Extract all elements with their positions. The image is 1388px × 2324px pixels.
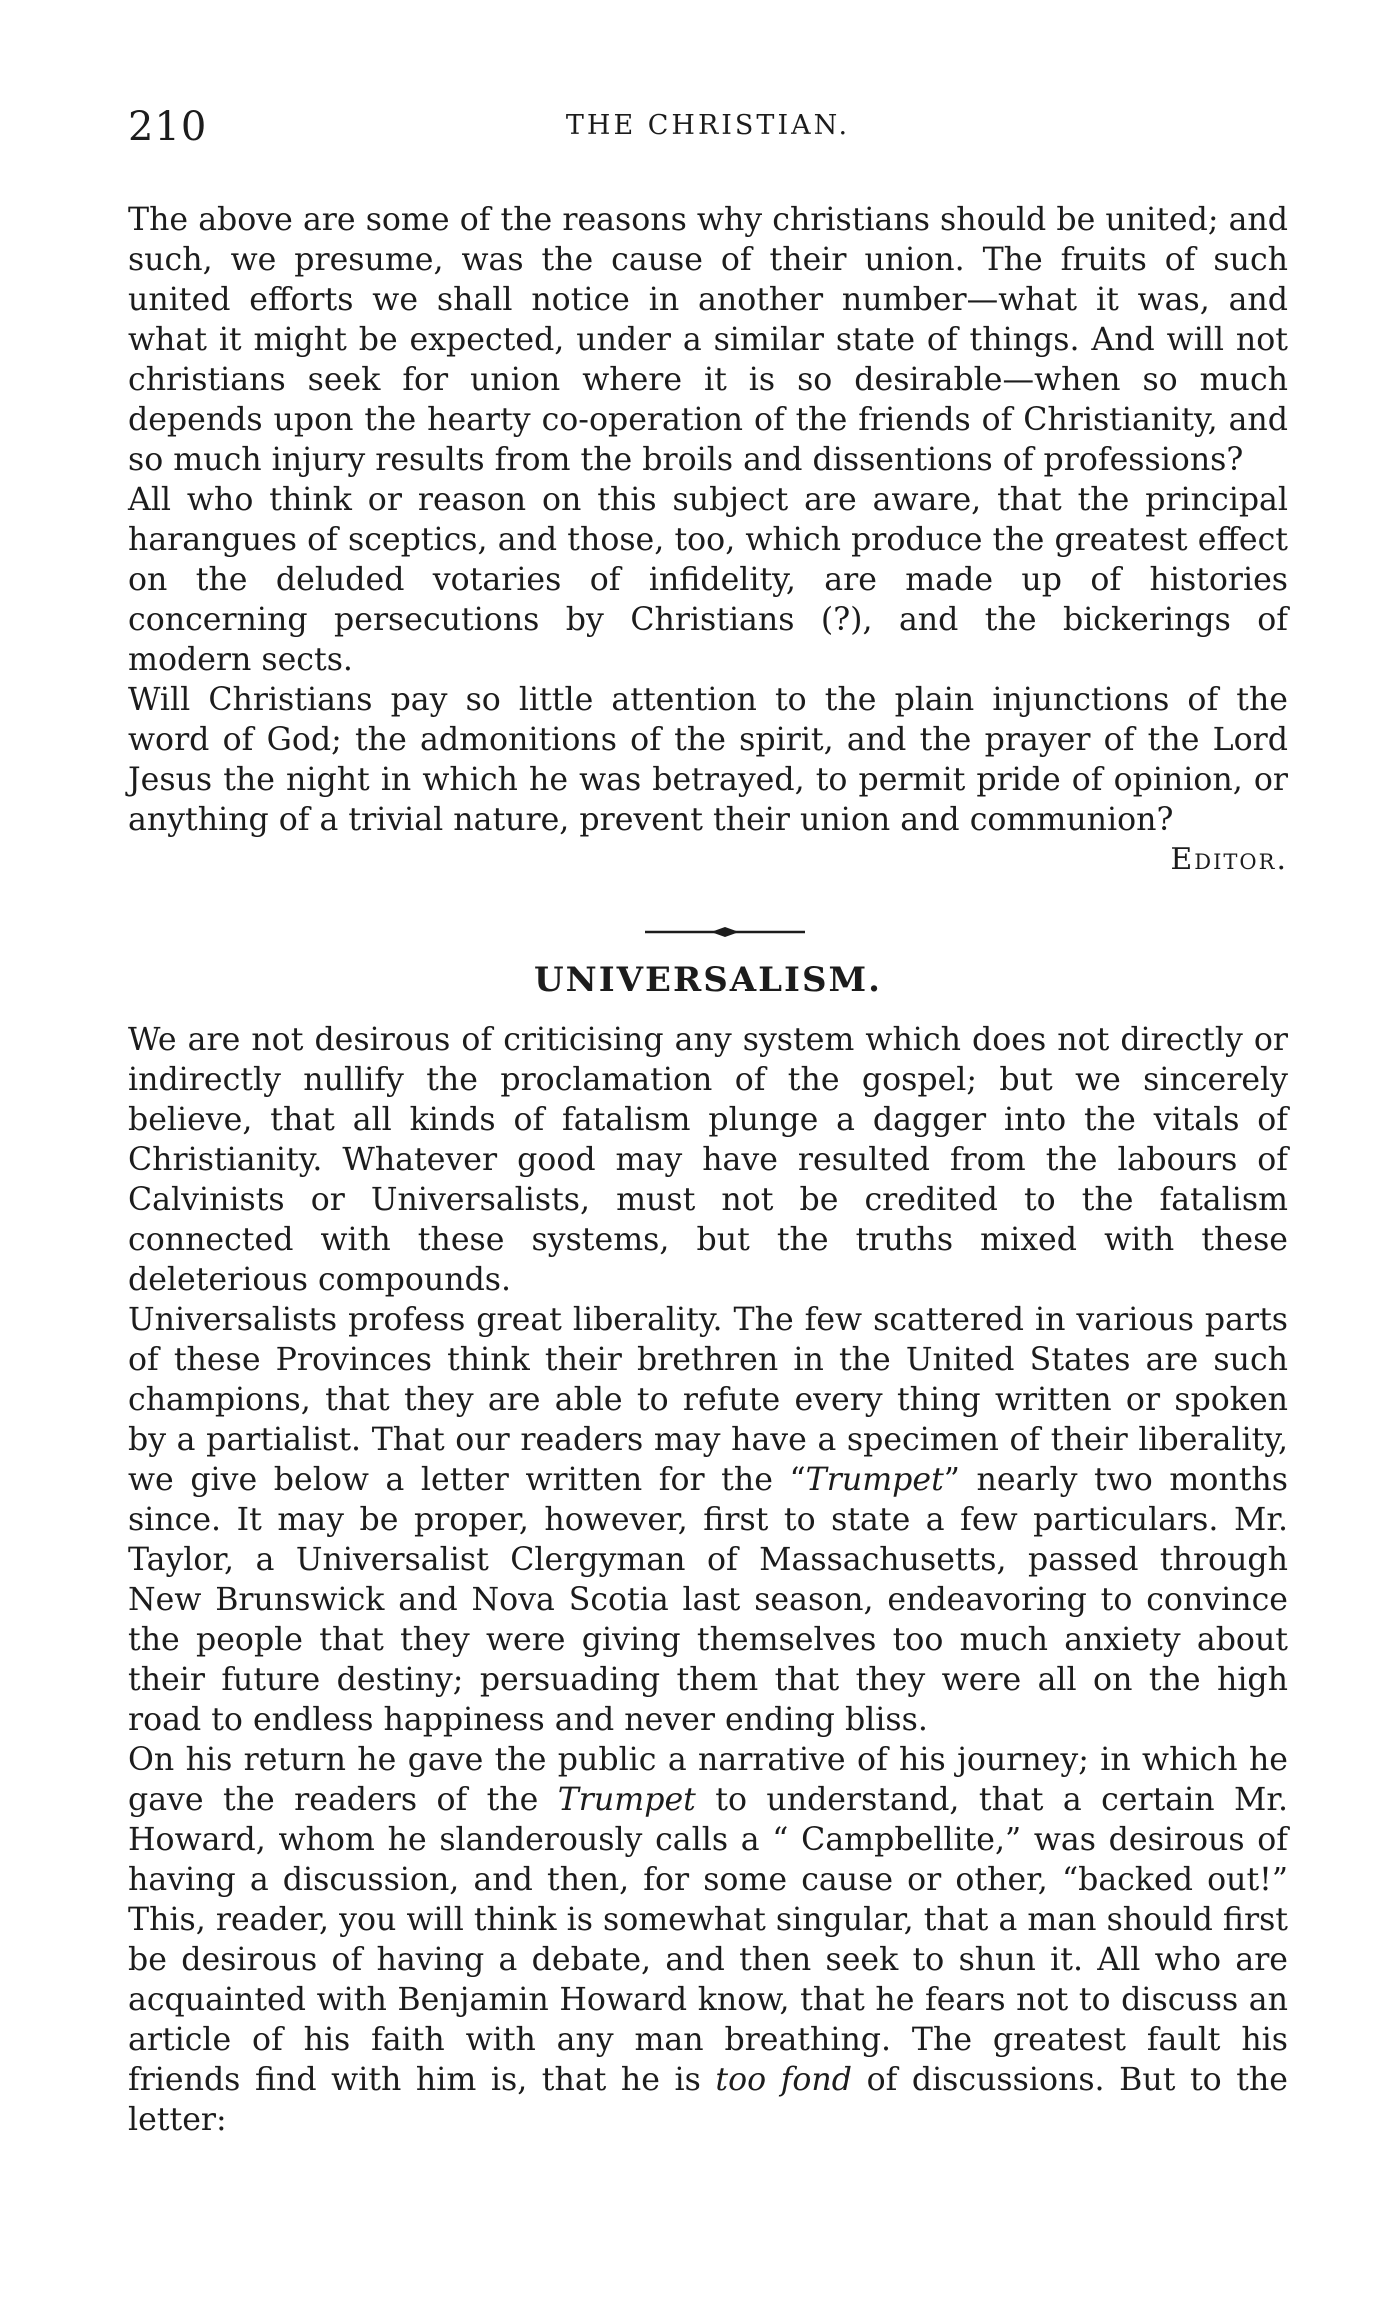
italic-title-trumpet: Trumpet: [805, 1462, 944, 1498]
divider-diamond: [711, 927, 739, 937]
article-reasons-for-union: [128, 200, 1288, 880]
journal-title: THE CHRISTIAN.: [565, 110, 851, 141]
paragraph: The above are some of the reasons why christians should be united; and such, we presume, was the cause of their union. The fruits of such united efforts we shall notice in another number—what it was, and what it might be expected, under a similar state of things. And will not christians seek for union where it is so desirable—when so much depends upon the hearty co-operation of the friends of Christianity, and so much injury results from the broils and dissentions of professions?: [128, 202, 1288, 478]
text-run: On his return he gave the public a narrative of his journey; in which he gave the readers of the: [128, 1742, 1288, 1818]
text-run: to understand, that a certain Mr. Howard, whom he slanderously calls a “ Campbellite,” was desirous of having a discussion, and then, for some cause or other, “backed out!” This, reader, you will think is somewhat singular, that a man should first be desirous of having a debate, and then seek to shun it. All who are acquainted with Benjamin Howard know, that he fears not to discuss an article of his faith with any man breathing. The greatest fault his friends find with him is, that he is: [128, 1782, 1289, 2098]
paragraph: [128, 1300, 1288, 1740]
article-universalism: [128, 1020, 1288, 2140]
text-run: Universalists profess great liberality. The few scattered in various parts of these Provinces think their brethren in the United States are such champions, that they are able to refute every thing written or spoken by a partialist. That our readers may have a specimen of their liberality, we give below a letter written for the “: [128, 1302, 1288, 1498]
italic-title-trumpet: Trumpet: [557, 1782, 696, 1818]
paragraph: All who think or reason on this subject are aware, that the principal harangues of sceptics, and those, too, which produce the greatest effect on the deluded votaries of infidelity, are made up of histories concerning persecutions by Christians (?), and the bickerings of modern sects.: [128, 482, 1288, 678]
page-number: 210: [128, 104, 208, 150]
section-divider-ornament: [645, 927, 805, 937]
running-head: [128, 104, 1288, 168]
paragraph: Will Christians pay so little attention to the plain injunctions of the word of God; the admonitions of the spirit, and the prayer of the Lord Jesus the night in which he was betrayed, to permit pride of opinion, or anything of a trivial nature, prevent their union and communion?: [128, 682, 1288, 838]
editor-signature: Editor.: [1170, 842, 1288, 877]
paragraph: We are not desirous of criticising any system which does not directly or indirectly nullify the proclamation of the gospel; but we sincerely believe, that all kinds of fatalism plunge a dagger into the vitals of Christianity. Whatever good may have resulted from the labours of Calvinists or Universalists, must not be credited to the fatalism connected with these systems, but the truths mixed with these deleterious compounds.: [128, 1022, 1288, 1298]
article-heading: UNIVERSALISM.: [534, 960, 882, 1000]
italic-emphasis: too fond: [715, 2062, 853, 2098]
text-run: ” nearly two months since. It may be proper, however, first to state a few particulars. Mr. Taylor, a Universalist Clergyman of Massachusetts, passed through New Brunswick and Nova Scotia last season, endeavoring to convince the people that they were giving themselves too much anxiety about their future destiny; persuading them that they were all on the high road to endless happiness and never ending bliss.: [128, 1462, 1288, 1738]
paragraph: [128, 1740, 1288, 2140]
text-run: of discussions. But to the letter:: [128, 2062, 1288, 2138]
